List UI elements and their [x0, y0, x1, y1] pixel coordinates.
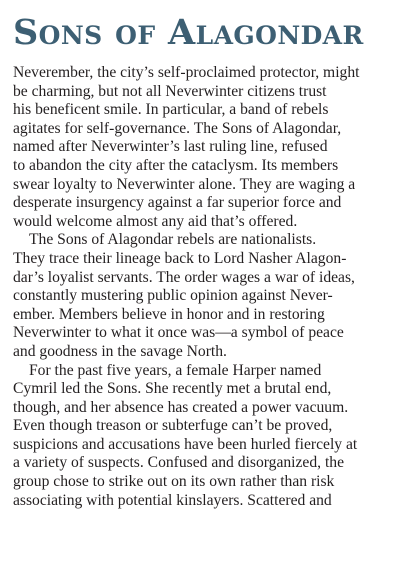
text-line: Neverwinter to what it once was—a symbol of peace	[13, 324, 344, 342]
text-line: swear loyalty to Neverwinter alone. They are waging a	[13, 175, 356, 193]
text-line: though, and her absence has created a power vacuum.	[13, 398, 349, 416]
text-line: associating with potential kinslayers. Scattered and	[13, 491, 332, 509]
text-line: a variety of suspects. Confused and disorganized, the	[13, 454, 344, 472]
text-line: constantly mustering public opinion against Never-	[13, 287, 333, 305]
text-line: Even though treason or subterfuge can’t be proved,	[13, 417, 333, 435]
text-line: ember. Members believe in honor and in restoring	[13, 305, 325, 323]
text-line: They trace their lineage back to Lord Nasher Alagon-	[13, 249, 347, 267]
text-line: agitates for self-governance. The Sons of Alagondar,	[13, 119, 342, 137]
text-line: to abandon the city after the cataclysm. Its members	[13, 156, 339, 174]
text-line: desperate insurgency against a far superior force and	[13, 194, 342, 212]
text-line: be charming, but not all Neverwinter citizens trust	[13, 82, 327, 100]
text-line: and goodness in the savage North.	[13, 342, 227, 360]
text-line: Cymril led the Sons. She recently met a brutal end,	[13, 380, 332, 398]
body-text	[13, 64, 395, 510]
section-title: Sons of Alagondar	[13, 12, 364, 53]
text-line: suspicions and accusations have been hurled fiercely at	[13, 435, 358, 453]
text-line: Neverember, the city’s self-proclaimed protector, might	[13, 64, 360, 81]
paragraph-1	[13, 64, 395, 231]
text-line: named after Neverwinter’s last ruling line, refused	[13, 138, 328, 156]
text-line: dar’s loyalist servants. The order wages a war of ideas,	[13, 268, 355, 286]
paragraph-3	[13, 362, 395, 511]
text-line: would welcome almost any aid that’s offered.	[13, 212, 298, 230]
text-line: For the past five years, a female Harper named	[29, 361, 322, 379]
text-line: The Sons of Alagondar rebels are nationalists.	[29, 231, 317, 249]
text-line: his beneficent smile. In particular, a band of rebels	[13, 101, 329, 119]
paragraph-2	[13, 231, 395, 361]
document-page	[13, 10, 395, 510]
text-line: group chose to strike out on its own rather than risk	[13, 473, 335, 491]
